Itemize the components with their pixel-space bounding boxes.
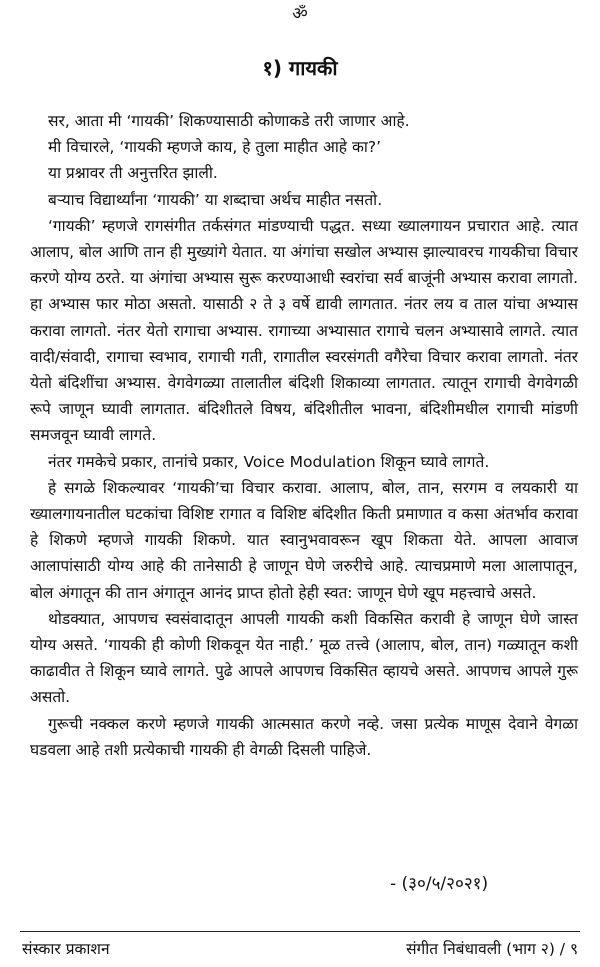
paragraph-1: सर, आता मी ‘गायकी’ शिकण्यासाठी कोणाकडे तरी जाणार आहे. xyxy=(48,112,410,130)
footer-publisher: संस्कार प्रकाशन xyxy=(22,940,110,958)
footer-divider xyxy=(20,931,580,932)
chapter-title: १) गायकी xyxy=(262,56,338,80)
paragraph-8: थोडक्यात, आपणच स्वसंवादातून आपली गायकी कशी विकसित करावी हे जाणून घेणे जास्त योग्य असते. ‘गायकी ही कोणी शिकवून येत नाही.’ मूळ तत्त्वे (आलाप, बोल, तान) गळ्यातून कशी काढावीत ते शिकून घ्यावे लागते. पुढे आपले आपणच विकसित व्हायचे असते. आपणच आपले गुरू असतो. xyxy=(30,609,578,707)
paragraph-4: बऱ्याच विद्यार्थ्यांना ‘गायकी’ या शब्दाचा अर्थच माहीत नसतो. xyxy=(48,190,383,209)
paragraph-6: नंतर गमकेचे प्रकार, तानांचे प्रकार, Voice Modulation शिकून घ्यावे लागते. xyxy=(48,452,490,471)
paragraph-9: गुरूची नक्कल करणे म्हणजे गायकी आत्मसात करणे नव्हे. जसा प्रत्येक माणूस देवाने वेगळा घडवला आहे तशी प्रत्येकाची गायकी ही वेगळी दिसली पाहिजे. xyxy=(30,714,578,759)
paragraph-2: मी विचारले, ‘गायकी म्हणजे काय, हे तुला माहीत आहे का?’ xyxy=(48,138,382,157)
paragraph-7: हे सगळे शिकल्यावर ‘गायकी’चा विचार करावा. आलाप, बोल, तान, सरगम व लयकारी या ख्यालगायनातील घटकांचा विशिष्ट रागात व विशिष्ट बंदिशीत किती प्रमाणात व कसा अंतर्भाव करावा हे शिकणे म्हणजे गायकी शिकणे. यात स्वानुभवावरून खूप शिकता येते. आपला आवाज आलापांसाठी योग्य आहे की तानेसाठी हे जाणून घेणे जरुरीचे आहे. त्याचप्रमाणे मला आलापातून, बोल अंगातून की तान अंगातून आनंद प्राप्त होतो हेही स्वत: जाणून घेणे खूप महत्त्वाचे असते. xyxy=(30,478,578,602)
body-text xyxy=(30,108,578,763)
paragraph-5: ‘गायकी’ म्हणजे रागसंगीत तर्कसंगत मांडण्याची पद्धत. सध्या ख्यालगायन प्रचारात आहे. त्यात आलाप, बोल आणि तान ही मुख्यांगे येतात. या अंगांचा सखोल अभ्यास झाल्यावरच गायकीचा विचार करणे योग्य ठरते. या अंगांचा अभ्यास सुरू करण्याआधी स्वरांचा सर्व बाजूंनी अभ्यास करावा लागतो. हा अभ्यास फार मोठा असतो. यासाठी २ ते ३ वर्षे द्यावी लागतात. नंतर लय व ताल यांचा अभ्यास करावा लागतो. नंतर येतो रागाचा अभ्यास. रागाच्या अभ्यासात रागाचे चलन अभ्यासावे लागते. त्यात वादी/संवादी, रागाचा स्वभाव, रागाची गती, रागातील स्वरसंगती वगैरेचा विचार करावा लागतो. नंतर येतो बंदिशींचा अभ्यास. वेगवेगळ्या तालातील बंदिशी शिकाव्या लागतात. त्यातून रागाची वेगवेगळी रूपे जाणून घ्यावी लागतात. बंदिशीतले विषय, बंदिशीतील भावना, बंदिशीमधील रागाची मांडणी समजवून घ्यावी लागते. xyxy=(30,216,578,445)
om-symbol: ॐ xyxy=(292,4,308,24)
footer-page-number: संगीत निबंधावली (भाग २) / ९ xyxy=(406,940,578,958)
paragraph-3: या प्रश्नावर ती अनुत्तरित झाली. xyxy=(48,164,218,183)
signoff-date: - (३०/५/२०२१) xyxy=(390,874,489,894)
